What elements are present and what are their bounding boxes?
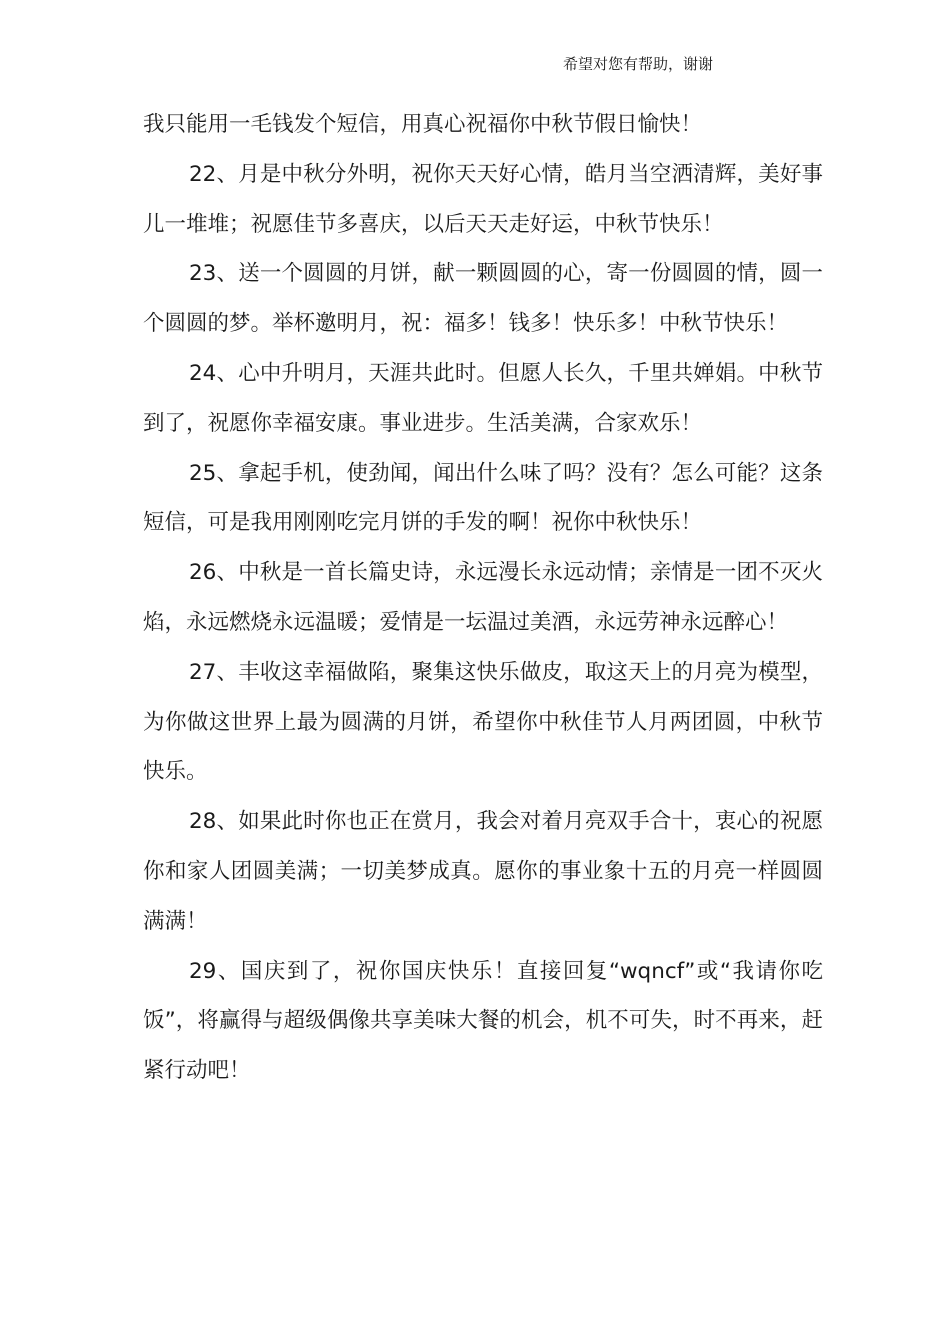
paragraph: 28、如果此时你也正在赏月，我会对着月亮双手合十，衷心的祝愿你和家人团圆美满；一切美梦成真。愿你的事业象十五的月亮一样圆圆满满！: [143, 809, 823, 934]
paragraph: 我只能用一毛钱发个短信，用真心祝福你中秋节假日愉快！: [143, 112, 703, 137]
document-body: [143, 100, 823, 1096]
paragraph: 22、月是中秋分外明，祝你天天好心情，皓月当空洒清辉，美好事儿一堆堆；祝愿佳节多喜庆，以后天天走好运，中秋节快乐！: [143, 161, 823, 237]
page-header: 希望对您有帮助，谢谢: [563, 55, 714, 73]
paragraph: 24、心中升明月，天涯共此时。但愿人长久，千里共婵娟。中秋节到了，祝愿你幸福安康。事业进步。生活美满，合家欢乐！: [143, 360, 823, 436]
paragraph: 23、送一个圆圆的月饼，献一颗圆圆的心，寄一份圆圆的情，圆一个圆圆的梦。举杯邀明月，祝：福多！钱多！快乐多！中秋节快乐！: [143, 261, 823, 337]
paragraph: 29、国庆到了，祝你国庆快乐！直接回复“wqncf”或“我请你吃饭”，将赢得与超级偶像共享美味大餐的机会，机不可失，时不再来，赶紧行动吧！: [143, 958, 823, 1084]
paragraph: 27、丰收这幸福做陷，聚集这快乐做皮，取这天上的月亮为模型，为你做这世界上最为圆满的月饼，希望你中秋佳节人月两团圆，中秋节快乐。: [143, 659, 823, 785]
paragraph: 26、中秋是一首长篇史诗，永远漫长永远动情；亲情是一团不灭火焰，永远燃烧永远温暖；爱情是一坛温过美酒，永远劳神永远醉心！: [143, 560, 823, 635]
paragraph: 25、拿起手机，使劲闻，闻出什么味了吗？没有？怎么可能？这条短信，可是我用刚刚吃完月饼的手发的啊！祝你中秋快乐！: [143, 460, 823, 536]
